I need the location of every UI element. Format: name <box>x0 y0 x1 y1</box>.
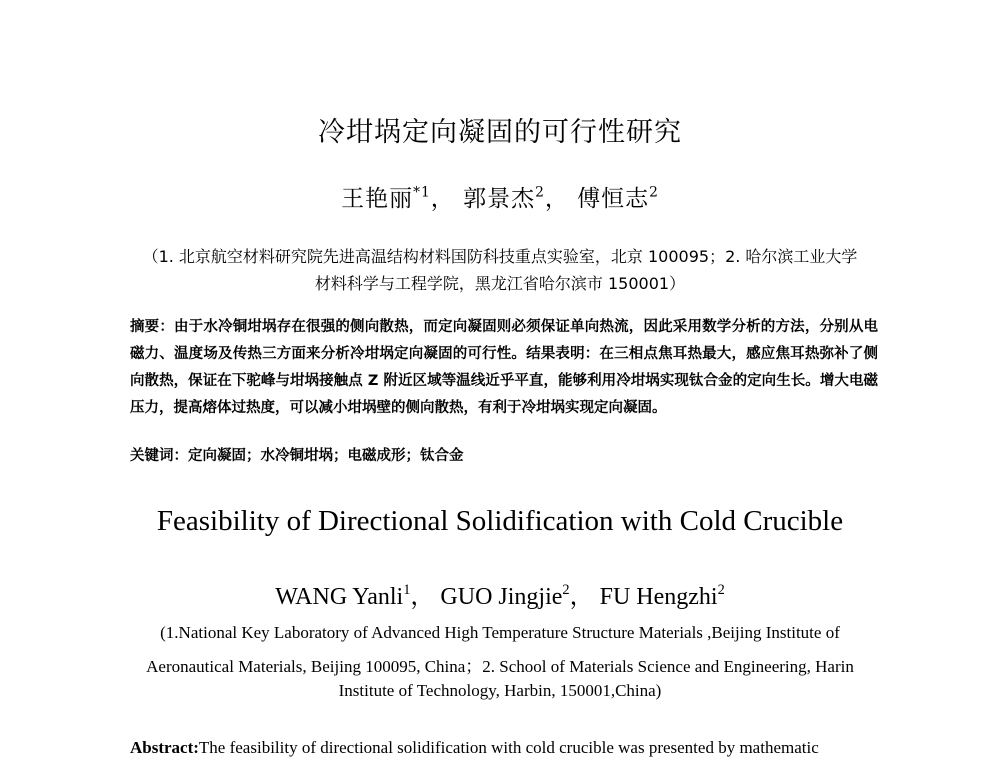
author-sup: 1 <box>403 581 411 598</box>
chinese-keywords <box>130 444 464 465</box>
author-separator: ， <box>410 584 435 610</box>
english-abstract-text: The feasibility of directional solidification with cold crucible was presented by mathematic <box>198 738 819 757</box>
chinese-keywords-text: 定向凝固；水冷铜坩埚；电磁成形；钛合金 <box>188 448 464 464</box>
chinese-title: 冷坩埚定向凝固的可行性研究 <box>318 117 682 148</box>
chinese-abstract-text: 由于水冷铜坩埚存在很强的侧向散热，而定向凝固则必须保证单向热流，因此采用数学分析的方法，分别从电磁力、温度场及传热三方面来分析冷坩埚定向凝固的可行性。结果表明：在三相点焦耳热最大，感应焦耳热弥补了侧向散热，保证在下驼峰与坩埚接触点 Z 附近区域等温线近乎平直，能够利用冷坩埚实现钛合金的定向生长。增大电磁压力，提高熔体过热度，可以减小坩埚壁的侧向散热，有利于冷坩埚实现定向凝固。 <box>130 319 879 416</box>
english-title: Feasibility of Directional Solidification with Cold Crucible <box>156 505 844 537</box>
author-separator: ， <box>430 186 455 212</box>
english-affiliation-line3: Institute of Technology, Harbin, 150001,China) <box>338 681 662 700</box>
chinese-authors <box>0 180 1000 213</box>
author-sup: 2 <box>717 581 725 598</box>
author-sup: 2 <box>649 184 659 201</box>
chinese-abstract-label: 摘要： <box>130 319 175 335</box>
chinese-abstract <box>130 314 878 422</box>
english-abstract-label: Abstract: <box>130 738 199 757</box>
english-abstract <box>130 738 878 758</box>
chinese-affiliation-line2: 材料科学与工程学院，黑龙江省哈尔滨市 150001） <box>314 274 686 293</box>
author-name: FU Hengzhi <box>599 584 718 610</box>
english-authors <box>0 576 1000 611</box>
english-affiliation-line2: Aeronautical Materials, Beijing 100095, China；2. School of Materials Science and Engineering, Harin <box>146 657 854 676</box>
author-name: 王艳丽 <box>341 186 414 212</box>
author-sup: 2 <box>562 581 570 598</box>
english-affiliation-line1: (1.National Key Laboratory of Advanced High Temperature Structure Materials ,Beijing Institute of <box>160 623 840 642</box>
author-name: 郭景杰 <box>463 186 536 212</box>
author-sup: *1 <box>413 184 431 201</box>
author-name: GUO Jingjie <box>440 584 563 610</box>
author-name: 傅恒志 <box>577 186 650 212</box>
author-separator: ， <box>569 584 594 610</box>
author-sup: 2 <box>535 184 545 201</box>
author-separator: ， <box>544 186 569 212</box>
chinese-affiliation-line1: （1. 北京航空材料研究院先进高温结构材料国防科技重点实验室，北京 100095；2. 哈尔滨工业大学 <box>142 247 858 266</box>
author-name: WANG Yanli <box>275 584 404 610</box>
chinese-keywords-label: 关键词： <box>130 448 188 464</box>
